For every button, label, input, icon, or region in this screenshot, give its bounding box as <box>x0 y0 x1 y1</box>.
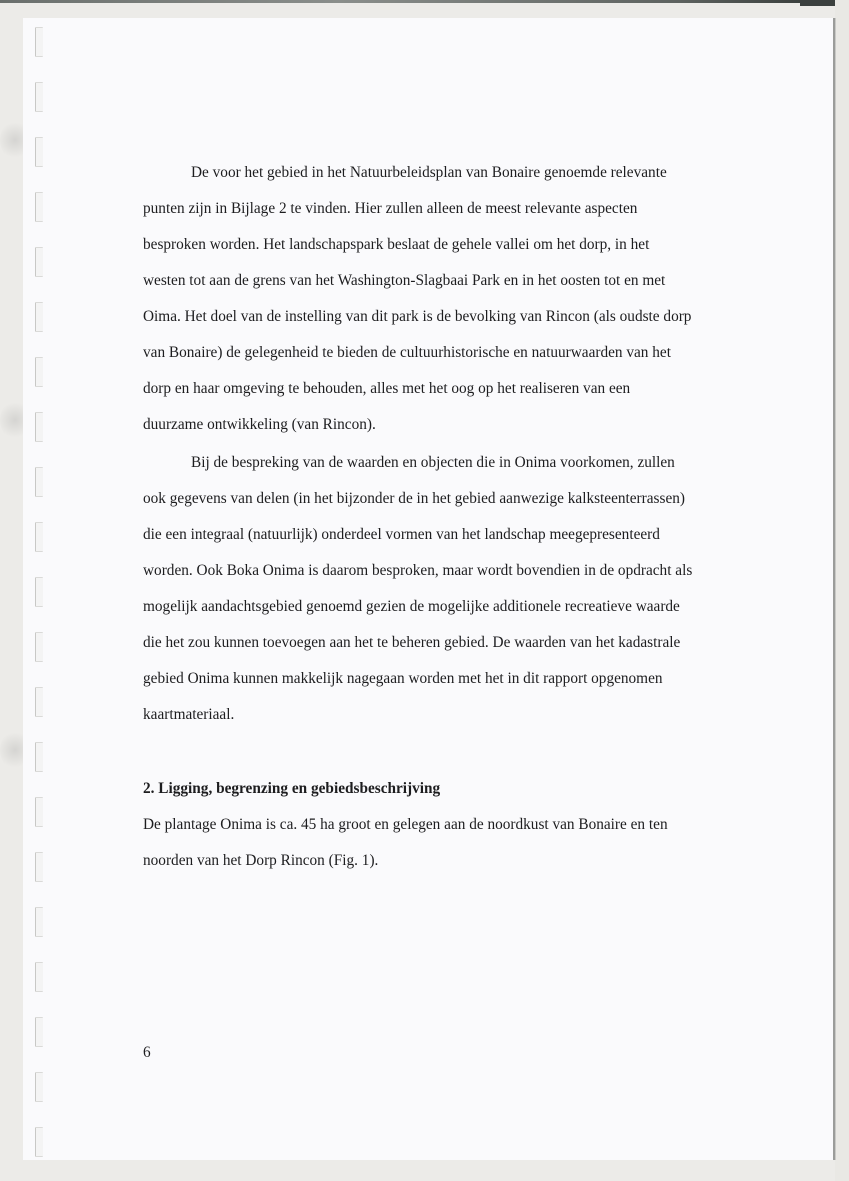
text-line: die een integraal (natuurlijk) onderdeel vormen van het landschap meegepresenteerd <box>143 526 660 543</box>
binding-slot <box>35 82 43 112</box>
text-line: punten zijn in Bijlage 2 te vinden. Hier zullen alleen de meest relevante aspecten <box>143 200 638 217</box>
scanner-top-edge <box>0 0 849 3</box>
text-line: gebied Onima kunnen makkelijk nagegaan worden met het in dit rapport opgenomen <box>143 670 663 687</box>
scanner-right-margin <box>835 0 849 1181</box>
binding-slot <box>35 412 43 442</box>
text-line: noorden van het Dorp Rincon (Fig. 1). <box>143 852 379 869</box>
text-line: Bij de bespreking van de waarden en objecten die in Onima voorkomen, zullen <box>191 454 675 471</box>
binding-slot <box>35 687 43 717</box>
text-line: duurzame ontwikkeling (van Rincon). <box>143 416 376 433</box>
binding-slot <box>35 1072 43 1102</box>
section-heading: 2. Ligging, begrenzing en gebiedsbeschrijving <box>143 780 441 797</box>
binding-slot <box>35 467 43 497</box>
binding-slot <box>35 522 43 552</box>
binding-slot <box>35 27 43 57</box>
binding-slot <box>35 247 43 277</box>
binding-slot <box>35 577 43 607</box>
binding-slot <box>35 192 43 222</box>
text-line: dorp en haar omgeving te behouden, alles met het oog op het realiseren van een <box>143 380 631 397</box>
text-line: besproken worden. Het landschapspark beslaat de gehele vallei om het dorp, in het <box>143 236 650 253</box>
binding-slot <box>35 742 43 772</box>
page-number: 6 <box>143 1044 151 1061</box>
binding-slot <box>35 1017 43 1047</box>
binding-slot <box>35 852 43 882</box>
binding-slot <box>35 632 43 662</box>
text-line: ook gegevens van delen (in het bijzonder de in het gebied aanwezige kalksteenterrassen) <box>143 490 685 507</box>
document-page <box>23 18 833 1160</box>
text-line: die het zou kunnen toevoegen aan het te beheren gebied. De waarden van het kadastrale <box>143 634 681 651</box>
text-line: worden. Ook Boka Onima is daarom besproken, maar wordt bovendien in de opdracht als <box>143 562 693 579</box>
binding-slot <box>35 797 43 827</box>
binding-slot <box>35 302 43 332</box>
binding-slot <box>35 962 43 992</box>
text-line: De plantage Onima is ca. 45 ha groot en gelegen aan de noordkust van Bonaire en ten <box>143 816 668 833</box>
binding-slot <box>35 907 43 937</box>
text-line: westen tot aan de grens van het Washington-Slagbaai Park en in het oosten tot en met <box>143 272 666 289</box>
text-line: Oima. Het doel van de instelling van dit park is de bevolking van Rincon (als oudste dorp <box>143 308 692 325</box>
text-line: De voor het gebied in het Natuurbeleidsplan van Bonaire genoemde relevante <box>191 164 667 181</box>
text-line: mogelijk aandachtsgebied genoemd gezien de mogelijke additionele recreatieve waarde <box>143 598 680 615</box>
binding-slot <box>35 137 43 167</box>
text-line: van Bonaire) de gelegenheid te bieden de cultuurhistorische en natuurwaarden van het <box>143 344 671 361</box>
binding-slot <box>35 357 43 387</box>
text-line: kaartmateriaal. <box>143 706 235 723</box>
binding-slot <box>35 1127 43 1157</box>
